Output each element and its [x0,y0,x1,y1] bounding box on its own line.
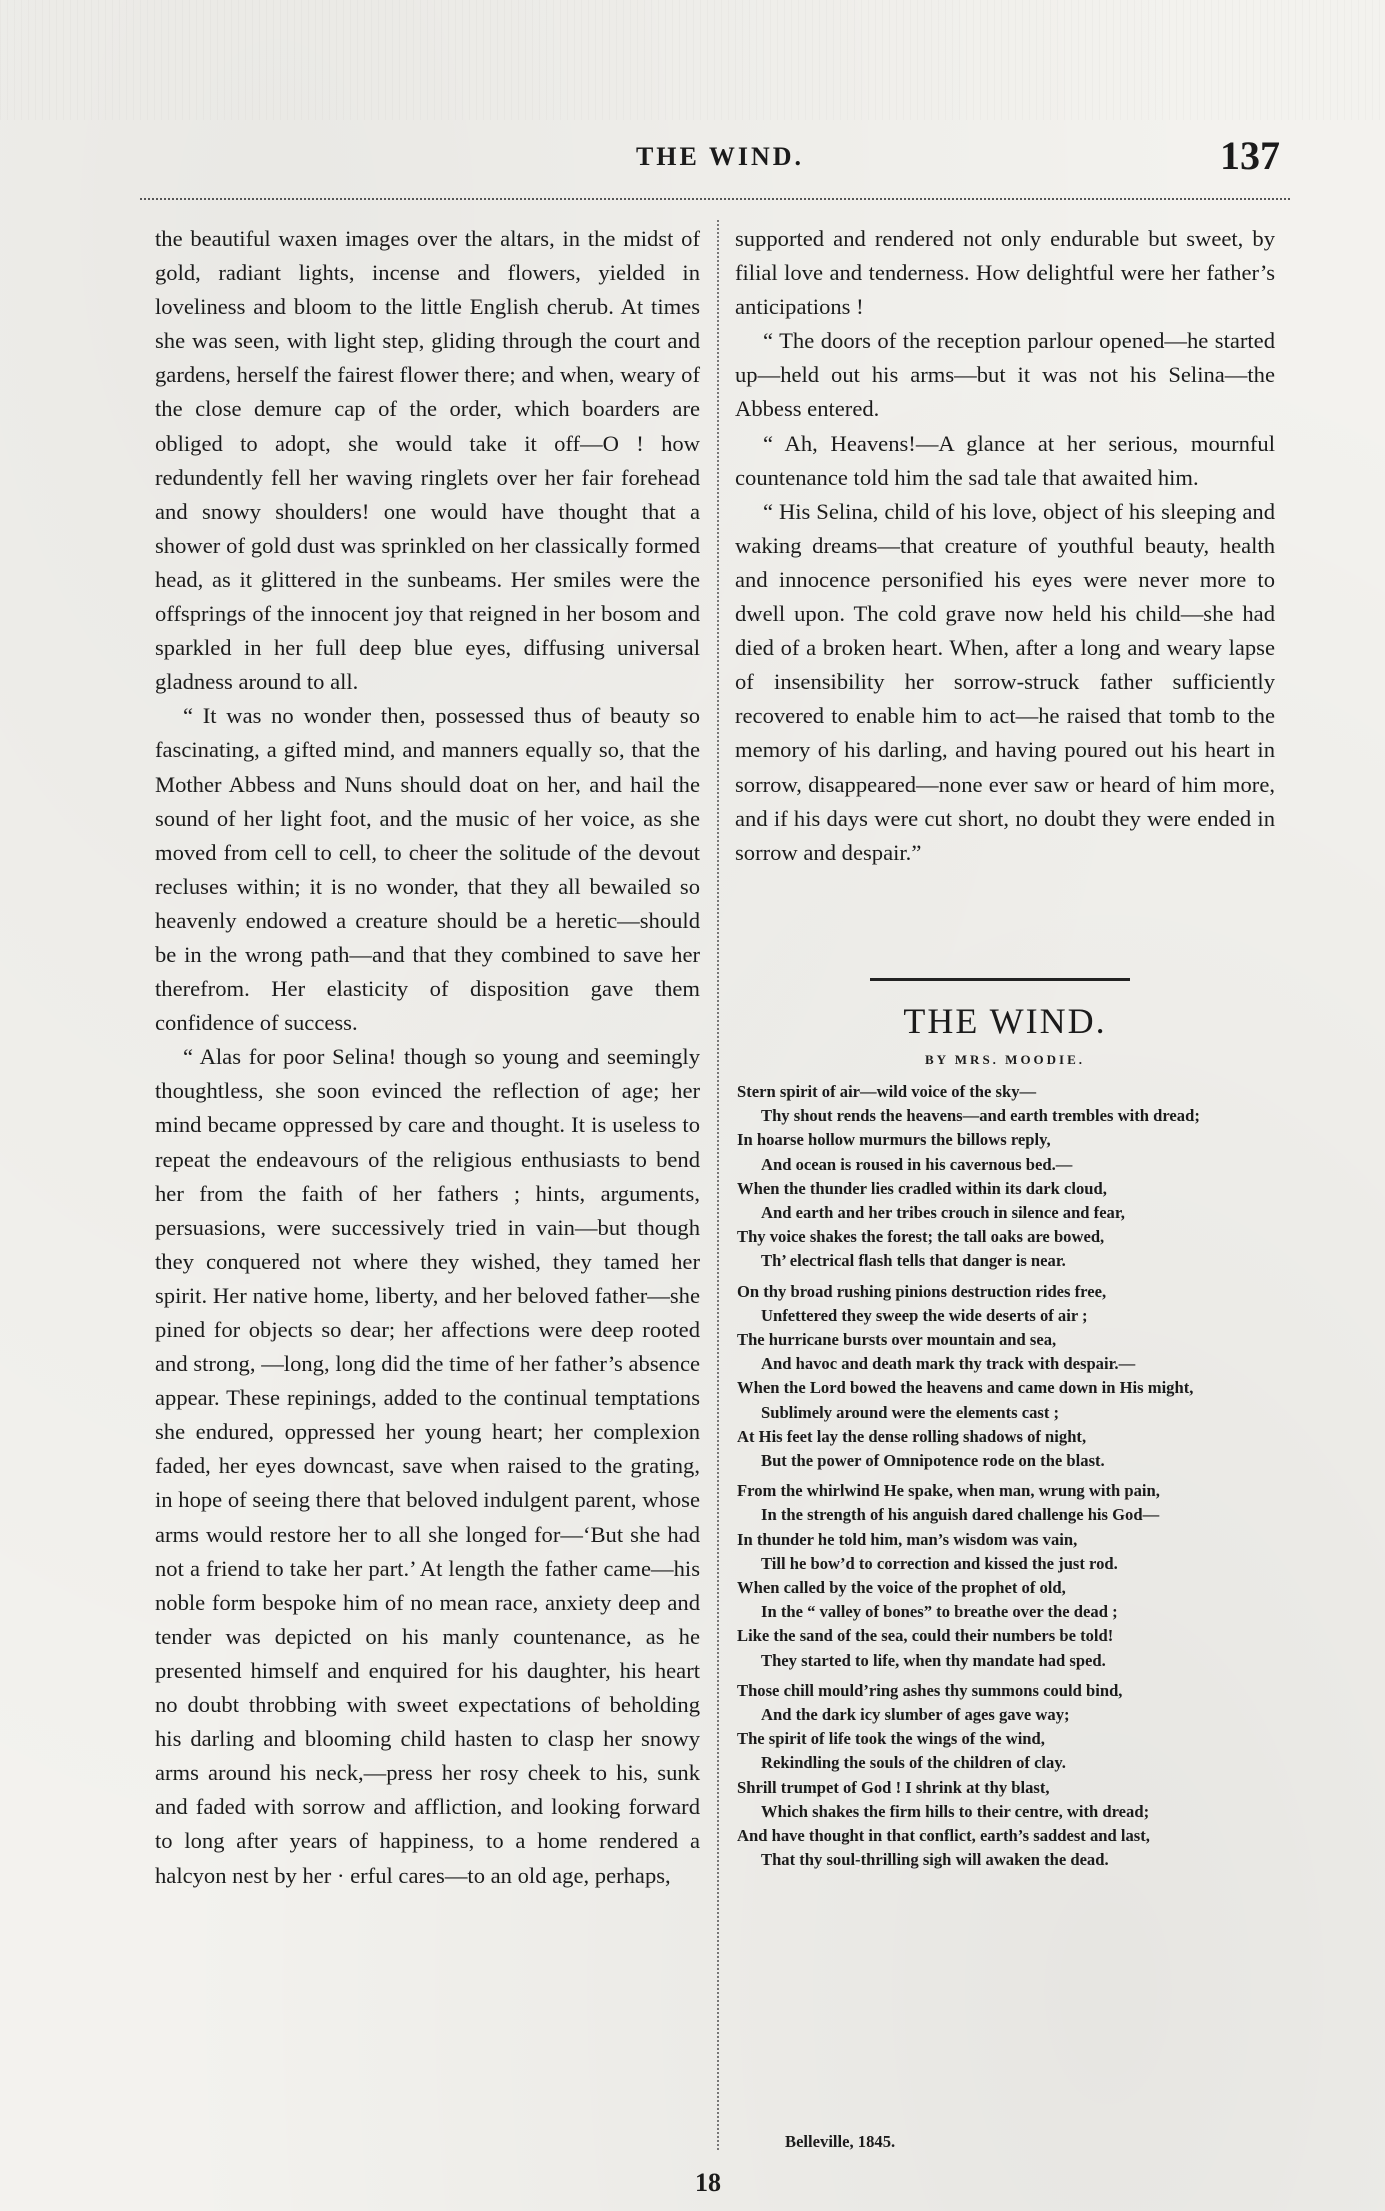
poem-line: And the dark icy slumber of ages gave way; [761,1705,1070,1725]
poem-line: And earth and her tribes crouch in silence and fear, [761,1203,1125,1223]
poem-stanza [737,1479,1277,1673]
poem-line: At His feet lay the dense rolling shadows of night, [737,1426,1087,1446]
poem-stanza [737,1080,1277,1274]
right-column [735,222,1275,870]
running-title: THE WIND. [635,142,805,171]
poem-line: When the Lord bowed the heavens and came down in His might, [737,1378,1194,1398]
poem-line: Rekindling the souls of the children of clay. [761,1753,1066,1773]
poem-line: When called by the voice of the prophet of old, [737,1578,1066,1598]
page-number: 137 [1220,133,1280,178]
poem-line: Thy voice shakes the forest; the tall oaks are bowed, [737,1227,1105,1247]
poem-author: BY MRS. MOODIE. [924,1052,1086,1067]
poem-line: Th’ electrical flash tells that danger is near. [761,1251,1066,1271]
poem-line: Till he bow’d to correction and kissed the just rod. [761,1553,1118,1573]
page-header [150,130,1290,190]
poem-dateline: Belleville, 1845. [785,2132,896,2151]
section-rule [870,978,1130,981]
poem-line: They started to life, when thy mandate had sped. [761,1650,1106,1670]
poem-line: Thy shout rends the heavens—and earth trembles with dread; [761,1106,1200,1126]
poem-line: In hoarse hollow murmurs the billows reply, [737,1130,1051,1150]
poem-line: In the strength of his anguish dared challenge his God— [761,1505,1160,1525]
paragraph: supported and rendered not only endurable but sweet, by filial love and tenderness. How delightful were her father’s anticipations ! [735,226,1275,320]
poem-line: In the “ valley of bones” to breathe over the dead ; [761,1602,1118,1622]
paragraph: “ It was no wonder then, possessed thus of beauty so fascinating, a gifted mind, and manners equally so, that the Mother Abbess and Nuns should doat on her, and hail the sound of her light foot, and the music of her voice, as she moved from cell to cell, to cheer the solitude of the devout recluses within; it is no wonder, that they all bewailed so heavenly endowed a creature should be a heretic—should be in the wrong path—and that they combined to save her therefrom. Her elasticity of disposition gave them confidence of success. [155,703,700,1036]
scan-noise [0,0,1385,120]
poem-line: Sublimely around were the elements cast ; [761,1402,1060,1422]
paragraph: “ His Selina, child of his love, object of his sleeping and waking dreams—that creature of youthful beauty, health and innocence personified his eyes were never more to dwell upon. The cold grave now held his child—she had died of a broken heart. When, after a long and weary lapse of insensibility her sorrow-struck father sufficiently recovered to enable him to act—he raised that tomb to the memory of his darling, and having poured out his heart in sorrow, disappeared—none ever saw or heard of him more, and if his days were cut short, no doubt they were ended in sorrow and despair.” [735,498,1275,865]
poem-line: Unfettered they sweep the wide deserts of air ; [761,1305,1088,1325]
poem-line: When the thunder lies cradled within its dark cloud, [737,1178,1107,1198]
poem-line: But the power of Omnipotence rode on the blast. [761,1451,1105,1471]
poem-line: The spirit of life took the wings of the wind, [737,1729,1045,1749]
poem-line: And ocean is roused in his cavernous bed.— [761,1154,1073,1174]
poem-line: And havoc and death mark thy track with despair.— [761,1354,1136,1374]
left-column [155,222,700,1893]
poem-stanza [737,1280,1277,1474]
header-rule [140,198,1290,200]
poem-line: On thy broad rushing pinions destruction rides free, [737,1281,1107,1301]
signature-number: 18 [695,2168,721,2197]
paragraph: “ Alas for poor Selina! though so young and seemingly thoughtless, she soon evinced the reflection of age; her mind became oppressed by care and thought. It is useless to repeat the endeavours of the religious enthusiasts to bend her from the faith of her fathers ; hints, arguments, persuasions, were successively tried in vain—but though they conquered not where they wished, they tamed her spirit. Her native home, liberty, and her beloved father—she pined for objects so dear; her affections were deep rooted and strong, —long, long did the time of her father’s absence appear. These repinings, added to the continual temptations she endured, oppressed her young heart; her complexion faded, her eyes downcast, save when raised to the grating, in hope of seeing there that beloved indulgent parent, whose arms would restore her to all she longed for—‘But she had not a friend to take her part.’ At length the father came—his noble form bespoke him of no mean race, anxiety deep and tender was depicted on his manly countenance, as he presented himself and enquired for his daughter, his heart no doubt throbbing with sweet expectations of beholding his darling and blooming child hasten to clasp her snowy arms around his neck,—press her rosy cheek to his, sunk and faded with sorrow and affliction, and looking forward to long after years of happiness, to a home rendered a halcyon nest by her · erful cares—to an old age, perhaps, [155,1044,700,1888]
poem-line: Those chill mould’ring ashes thy summons could bind, [737,1680,1123,1700]
paragraph: “ Ah, Heavens!—A glance at her serious, mournful countenance told him the sad tale that awaited him. [735,430,1275,490]
paragraph: the beautiful waxen images over the altars, in the midst of gold, radiant lights, incense and flowers, yielded in loveliness and bloom to the little English cherub. At times she was seen, with light step, gliding through the court and gardens, herself the fairest flower there; and when, weary of the close demure cap of the order, which boarders are obliged to adopt, she would take it off—O ! how redundently fell her waving ringlets over her fair forehead and snowy shoulders! one would have thought that a shower of gold dust was sprinkled on her classically formed head, as it glittered in the sunbeams. Her smiles were the offsprings of the innocent joy that reigned in her bosom and sparkled in her full deep blue eyes, diffusing universal gladness around to all. [155,226,700,695]
poem-line: Like the sand of the sea, could their numbers be told! [737,1626,1114,1646]
poem-stanza [737,1679,1277,1873]
poem-line: In thunder he told him, man’s wisdom was vain, [737,1529,1078,1549]
poem-line: That thy soul-thrilling sigh will awaken the dead. [761,1850,1109,1870]
poem-title: THE WIND. [903,1001,1107,1041]
poem-line: From the whirlwind He spake, when man, wrung with pain, [737,1481,1160,1501]
paragraph: “ The doors of the reception parlour opened—he started up—held out his arms—but it was not his Selina—the Abbess entered. [735,328,1275,422]
poem-line: Stern spirit of air—wild voice of the sky— [737,1082,1037,1101]
poem-line: Which shakes the firm hills to their centre, with dread; [761,1801,1150,1821]
poem-line: Shrill trumpet of God ! I shrink at thy blast, [737,1777,1050,1797]
poem-body [737,1080,1277,1879]
column-divider [717,220,719,2150]
poem-line: The hurricane bursts over mountain and sea, [737,1330,1057,1350]
poem-line: And have thought in that conflict, earth’s saddest and last, [737,1826,1150,1846]
